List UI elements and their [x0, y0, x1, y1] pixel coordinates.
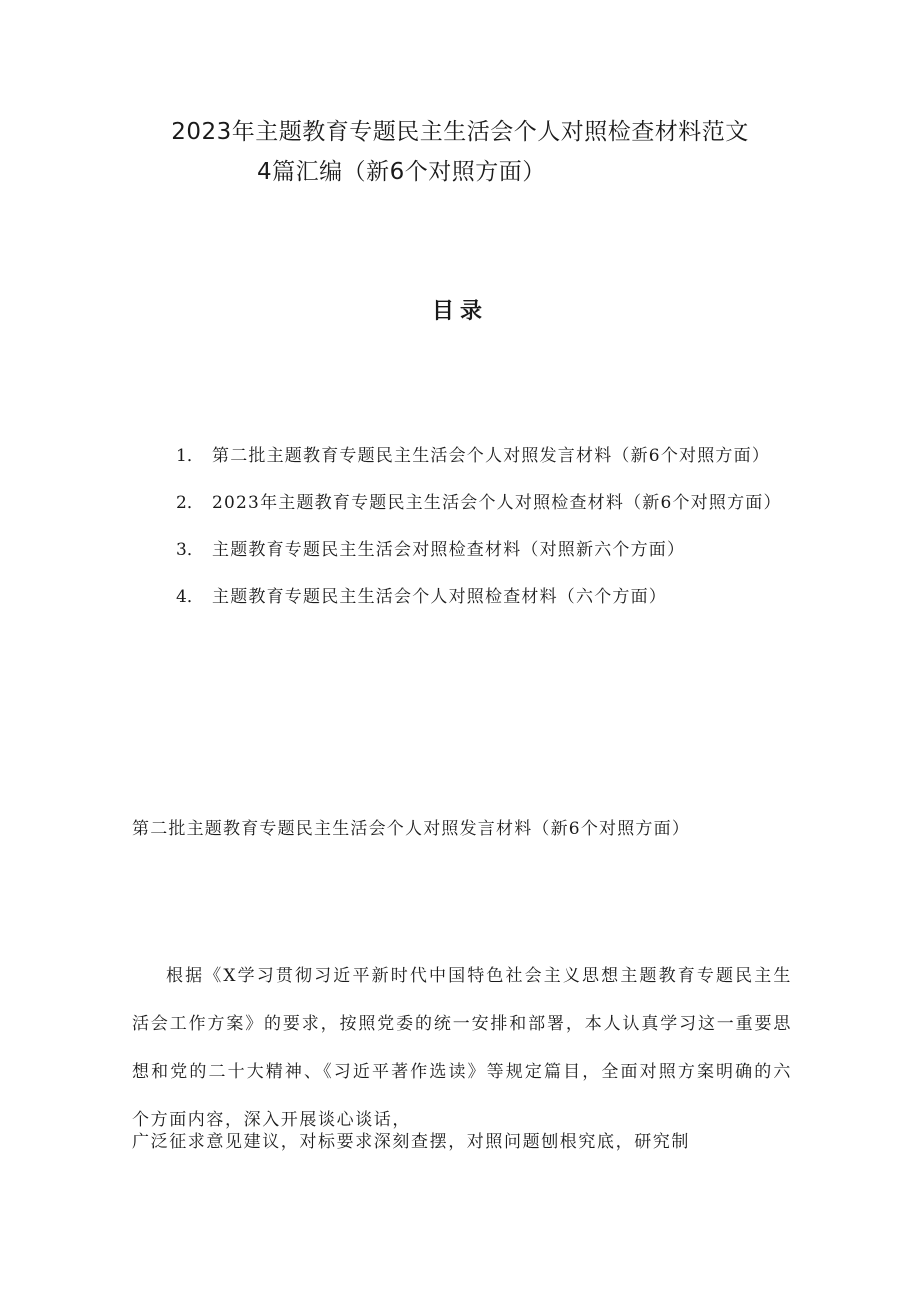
- body-paragraph-continuation: 广泛征求意见建议，对标要求深刻查摆，对照问题刨根究底，研究制: [132, 1132, 690, 1152]
- toc-item-text: 第二批主题教育专题民主生活会个人对照发言材料（新6个对照方面）: [212, 446, 771, 466]
- table-of-contents: [176, 433, 796, 621]
- toc-heading: 目录: [431, 299, 488, 324]
- body-paragraph: 根据《X学习贯彻习近平新时代中国特色社会主义思想主题教育专题民主生活会工作方案》的要求，按照党委的统一安排和部署，本人认真学习这一重要思想和党的二十大精神、《习近平著作选读》等规定篇目，全面对照方案明确的六个方面内容，深入开展谈心谈话，: [132, 966, 792, 1130]
- toc-item-3[interactable]: [176, 527, 796, 574]
- toc-item-number: 1．: [176, 446, 204, 466]
- toc-item-1[interactable]: [176, 433, 796, 480]
- document-title-line-2: 4篇汇编（新6个对照方面）: [257, 159, 546, 185]
- toc-item-number: 3．: [176, 540, 204, 560]
- toc-item-number: 4．: [176, 587, 204, 607]
- section-title: 第二批主题教育专题民主生活会个人对照发言材料（新6个对照方面）: [132, 819, 691, 839]
- document-title-line-1: 2023年主题教育专题民主生活会个人对照检查材料范文: [171, 119, 749, 145]
- toc-item-text: 主题教育专题民主生活会对照检查材料（对照新六个方面）: [212, 540, 686, 560]
- toc-item-text: 主题教育专题民主生活会个人对照检查材料（六个方面）: [212, 587, 667, 607]
- toc-item-number: 2．: [176, 493, 204, 513]
- toc-item-4[interactable]: [176, 574, 796, 621]
- toc-item-text: 2023年主题教育专题民主生活会个人对照检查材料（新6个对照方面）: [212, 493, 782, 513]
- document-title: [0, 112, 920, 192]
- toc-item-2[interactable]: [176, 480, 796, 527]
